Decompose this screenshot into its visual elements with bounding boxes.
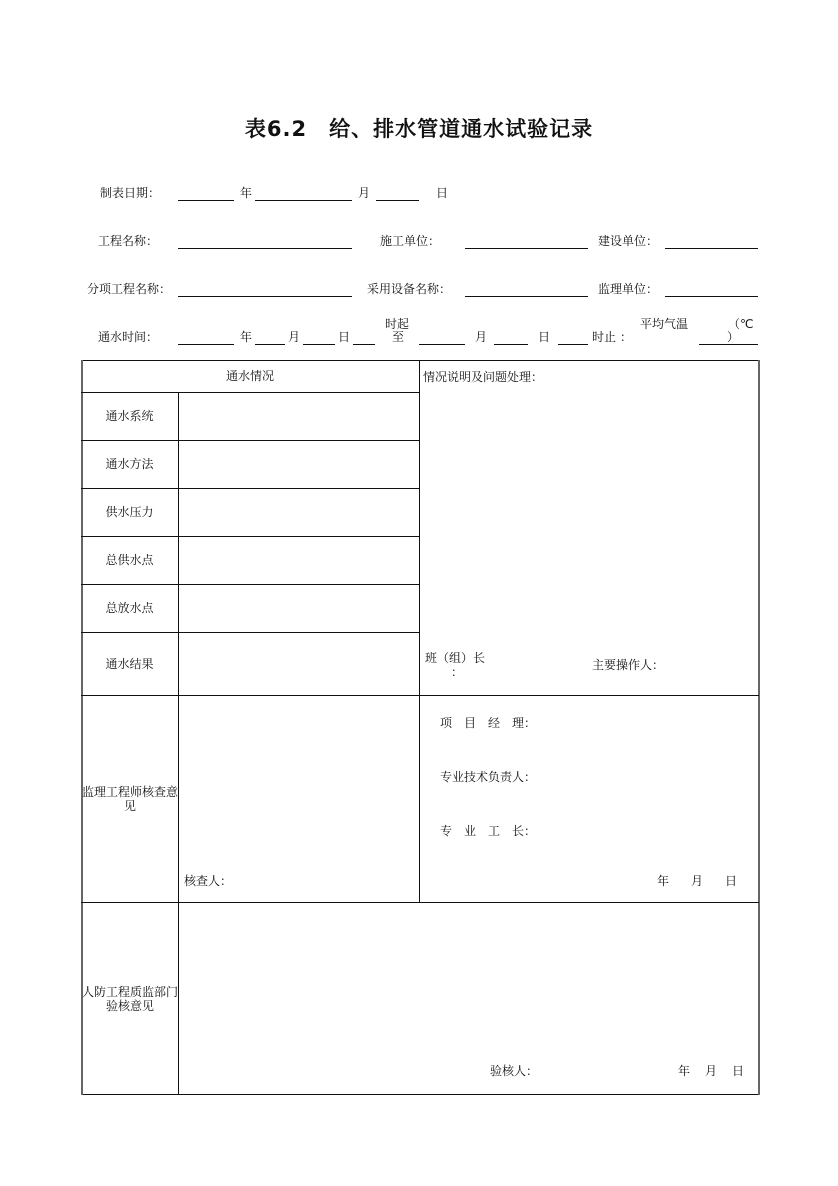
end-label: 时止 (592, 330, 617, 344)
owner-unit-label: 建设单位： (598, 234, 659, 248)
time-month-label: 月 (288, 330, 301, 344)
start-label: 时起 (385, 317, 410, 331)
end-day-label: 日 (538, 330, 551, 344)
project-manager-label: 项 目 经 理： (440, 716, 537, 730)
date-year-field[interactable] (178, 200, 234, 201)
sign-year: 年 (657, 874, 670, 888)
sub-project-field[interactable] (178, 296, 352, 297)
supervision-unit-label: 监理单位： (598, 282, 659, 296)
end-day-field[interactable] (494, 344, 528, 345)
time-year-field[interactable] (178, 344, 234, 345)
end-month-label: 月 (475, 330, 488, 344)
project-name-field[interactable] (178, 248, 352, 249)
to-label: 至 (392, 330, 405, 344)
row-line (81, 695, 759, 696)
time-day-field[interactable] (303, 344, 335, 345)
discharge-points-value-cell[interactable] (179, 585, 418, 631)
date-year-label: 年 (240, 186, 253, 200)
construction-unit-label: 施工单位： (380, 234, 441, 248)
time-hour-start-field[interactable] (353, 344, 375, 345)
date-month-label: 月 (358, 186, 371, 200)
pressure-value-cell[interactable] (179, 489, 418, 535)
temp-unit-open: （℃ (728, 317, 754, 331)
page-title: 表6.2 给、排水管道通水试验记录 (244, 117, 594, 141)
supply-points-value-cell[interactable] (179, 537, 418, 583)
date-month-field[interactable] (255, 200, 352, 201)
system-value-cell[interactable] (179, 393, 418, 439)
time-day-label: 日 (338, 330, 351, 344)
row-label-supply-points: 总供水点 (105, 553, 154, 567)
sign-day: 日 (725, 874, 738, 888)
team-leader-label: 班（组）长 (425, 651, 486, 665)
sign-month: 月 (691, 874, 704, 888)
verify-year: 年 (678, 1064, 691, 1078)
end-hour-field[interactable] (558, 344, 588, 345)
method-value-cell[interactable] (179, 441, 418, 487)
verify-day: 日 (732, 1064, 745, 1078)
tech-lead-label: 专业技术负责人： (440, 770, 537, 784)
construction-unit-field[interactable] (465, 248, 588, 249)
row-label-method: 通水方法 (105, 457, 154, 471)
verifier-label: 验核人： (490, 1064, 539, 1078)
civil-defense-label: 人防工程质监部门验核意见 (82, 985, 179, 1013)
row-label-system: 通水系统 (105, 409, 154, 423)
date-day-field[interactable] (376, 200, 419, 201)
owner-unit-field[interactable] (665, 248, 758, 249)
col-divider-notes (419, 360, 420, 902)
foreman-label: 专 业 工 长： (440, 824, 537, 838)
supervision-unit-field[interactable] (665, 296, 758, 297)
equipment-field[interactable] (465, 296, 588, 297)
date-day-label: 日 (436, 186, 449, 200)
equipment-label: 采用设备名称： (367, 282, 452, 296)
date-label: 制表日期： (100, 186, 161, 200)
row-label-result: 通水结果 (105, 656, 154, 671)
verify-month: 月 (705, 1064, 718, 1078)
table-border-right (758, 360, 760, 1095)
time-year-label: 年 (240, 330, 253, 344)
team-leader-colon: ： (451, 665, 464, 679)
row-line (81, 902, 759, 903)
end-month-field[interactable] (419, 344, 465, 345)
result-value-cell[interactable] (179, 633, 418, 694)
main-operator-label: 主要操作人： (592, 658, 665, 672)
end-colon: ： (620, 330, 633, 344)
supervisor-opinion-label: 监理工程师核查意见 (82, 785, 179, 813)
avg-temp-label: 平均气温 (640, 317, 689, 331)
checker-label: 核查人： (184, 874, 233, 888)
time-month-field[interactable] (255, 344, 285, 345)
project-name-label: 工程名称： (98, 234, 159, 248)
temp-unit-close: ） (727, 330, 740, 344)
notes-header: 情况说明及问题处理： (423, 370, 544, 384)
row-label-discharge-points: 总放水点 (105, 601, 154, 615)
time-label: 通水时间： (98, 330, 159, 344)
avg-temp-field[interactable] (699, 344, 758, 345)
section-header: 通水情况 (225, 369, 274, 383)
table-border-bottom (81, 1094, 759, 1095)
sub-project-label: 分项工程名称： (87, 282, 172, 296)
row-label-pressure: 供水压力 (105, 505, 154, 519)
